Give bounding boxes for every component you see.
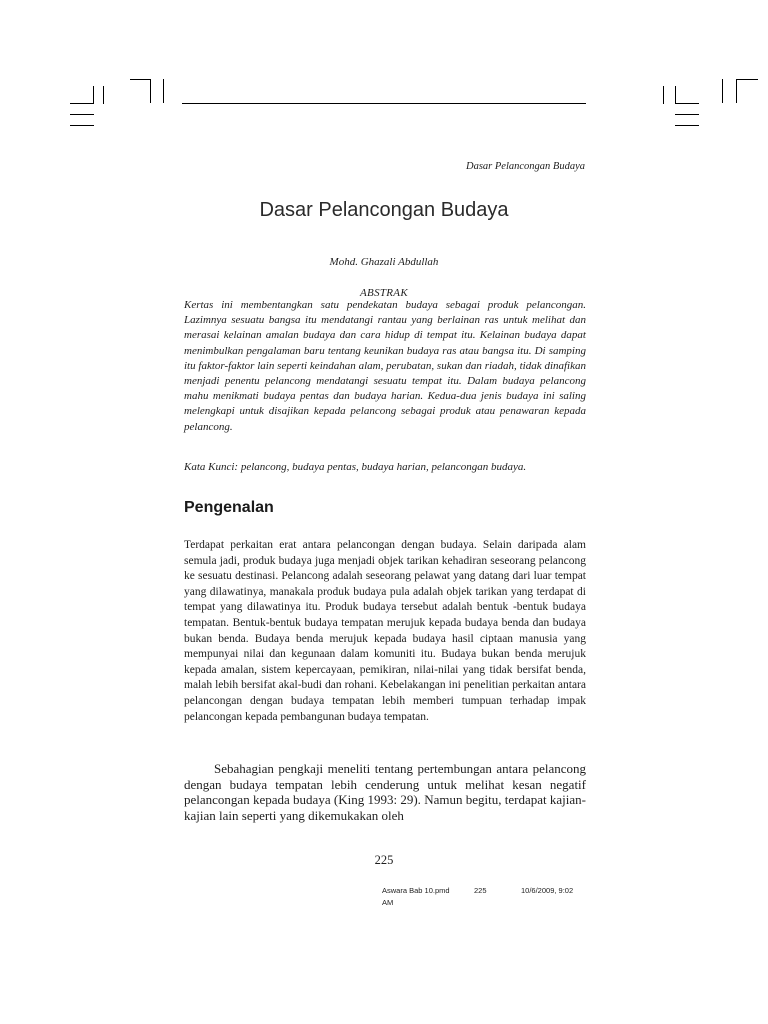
author-name: Mohd. Ghazali Abdullah: [329, 256, 439, 268]
crop-mark: [93, 86, 94, 104]
crop-mark: [736, 79, 758, 80]
crop-mark: [70, 114, 94, 115]
crop-mark: [70, 103, 94, 104]
crop-mark: [103, 86, 104, 104]
header-rule: [182, 103, 586, 104]
abstract-body: Kertas ini membentangkan satu pendekatan budaya sebagai produk pelancongan. Lazimnya sesuatu bangsa itu mendatangi rantau yang berlainan ras untuk melihat dan merasai kelainan amalan budaya dan cara hidup di tempat itu. Kelainan budaya dapat menimbulkan pengalaman baru tentang keunikan budaya ras atau bangsa itu. Di samping itu faktor-faktor lain seperti keindahan alam, perubatan, sukan dan riadah, tidak dinafikan menjadi penentu pelancong mendatangi sesuatu tempat itu. Dalam budaya pelancong mahu menikmati budaya pentas dan budaya harian. Kedua-dua jenis budaya ini saling melengkapi untuk disajikan kepada pelancong sebagai produk atau penawaran kepada pelancong.: [184, 299, 586, 433]
crop-mark: [675, 114, 699, 115]
body-paragraph-1: Terdapat perkaitan erat antara pelancongan dengan budaya. Selain daripada alam semula jadi, produk budaya juga menjadi objek tarikan kehadiran seseorang pelancong ke sesuatu destinasi. Pelancong adalah seseorang pelawat yang datang dari luar tempat yang dilawatinya, manakala produk budaya pula adalah objek tarikan yang terdapat di tempat yang dilawatinya itu. Produk budaya tersebut adalah bentuk -bentuk budaya tempatan. Bentuk-bentuk budaya tempatan merujuk kepada budaya benda dan budaya bukan benda. Budaya benda merujuk kepada budaya hasil ciptaan manusia yang mempunyai nilai dan kegunaan dalam komuniti itu. Budaya bukan benda merujuk kepada amalan, sistem kepercayaan, pemikiran, nilai-nilai yang tidak bersifat benda, malah lebih bersifat akal-budi dan rohani. Kebelakangan ini penelitian perkaitan antara pelancongan dengan budaya tempatan lebih memberi tumpuan terhadap impak pelancongan kepada pembangunan budaya tempatan.: [184, 539, 586, 723]
keywords: Kata Kunci: pelancong, budaya pentas, budaya harian, pelancongan budaya.: [184, 461, 527, 473]
section-heading: Pengenalan: [184, 499, 274, 516]
slug-page: 225: [474, 886, 487, 895]
slug-ampm: AM: [382, 898, 394, 907]
crop-mark: [130, 79, 150, 80]
crop-mark: [722, 79, 723, 103]
crop-mark: [70, 125, 94, 126]
abstract-heading: ABSTRAK: [360, 287, 408, 299]
slug-filename: Aswara Bab 10.pmd: [382, 886, 450, 895]
slug-datetime: 10/6/2009, 9:02: [521, 886, 574, 895]
crop-mark: [675, 125, 699, 126]
crop-mark: [675, 103, 699, 104]
article-title: Dasar Pelancongan Budaya: [259, 199, 509, 221]
body-paragraph-2: Sebahagian pengkaji meneliti tentang pertembungan antara pelancong dengan budaya tempatan lebih cenderung untuk melihat kesan negatif pelancongan kepada budaya (King 1993: 29). Namun begitu, terdapat kajian-kajian lain seperti yang dikemukakan oleh: [184, 761, 586, 823]
crop-mark: [150, 79, 151, 103]
crop-mark: [736, 79, 737, 103]
running-header: Dasar Pelancongan Budaya: [466, 161, 585, 172]
crop-mark: [675, 86, 676, 104]
page-number: 225: [374, 853, 394, 867]
crop-mark: [163, 79, 164, 103]
crop-mark: [663, 86, 664, 104]
